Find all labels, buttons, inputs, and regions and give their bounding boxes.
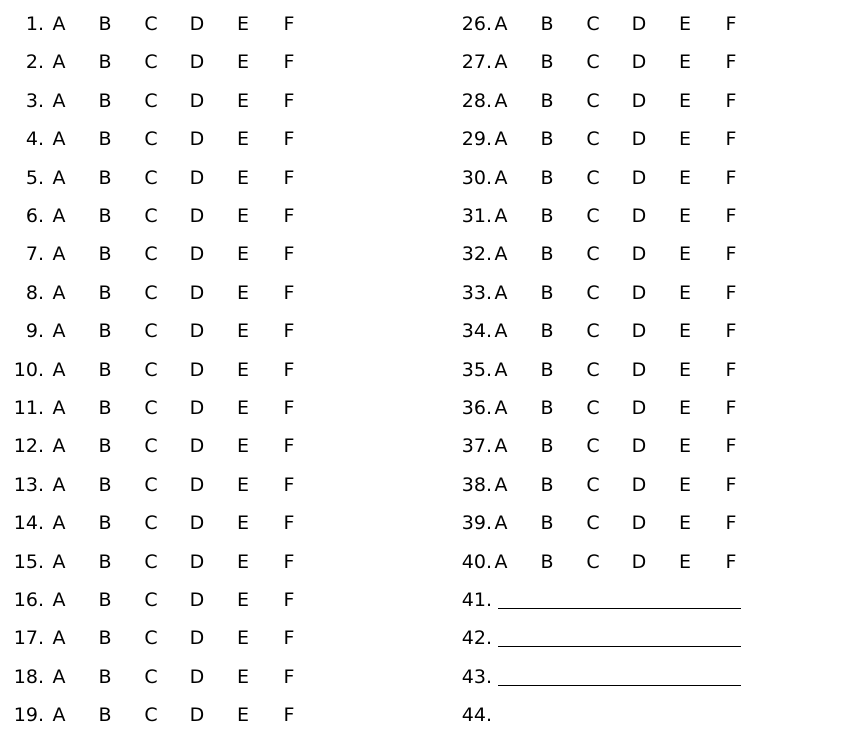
answer-option-f[interactable]: F <box>725 205 737 227</box>
answer-option-c[interactable]: C <box>586 128 600 151</box>
answer-option-c[interactable]: C <box>144 512 158 535</box>
answer-option-a[interactable]: A <box>52 205 66 227</box>
answer-option-c[interactable]: C <box>586 358 600 381</box>
answer-option-a[interactable]: A <box>52 665 66 688</box>
answer-option-e[interactable]: E <box>236 704 249 727</box>
answer-option-f[interactable]: F <box>725 89 737 112</box>
answer-option-e[interactable]: E <box>678 51 691 74</box>
answer-option-d[interactable]: D <box>189 128 205 151</box>
answer-option-e[interactable]: E <box>678 13 691 35</box>
answer-option-d[interactable]: D <box>631 512 647 535</box>
question-row <box>0 278 420 308</box>
answer-option-c[interactable]: C <box>144 13 158 35</box>
answer-option-a[interactable]: A <box>52 166 66 189</box>
question-row <box>440 470 846 500</box>
answer-option-c[interactable]: C <box>144 704 158 727</box>
question-number: 28. <box>461 89 492 112</box>
question-number: 1. <box>25 13 44 35</box>
answer-blank-line[interactable] <box>498 608 741 609</box>
answer-option-a[interactable]: A <box>494 128 508 151</box>
answer-option-a[interactable]: A <box>52 435 66 458</box>
answer-option-b[interactable]: B <box>540 128 554 151</box>
answer-option-a[interactable]: A <box>494 166 508 189</box>
answer-option-d[interactable]: D <box>631 205 647 227</box>
answer-option-e[interactable]: E <box>678 243 691 266</box>
question-row <box>440 278 846 308</box>
question-row <box>0 355 420 385</box>
answer-option-d[interactable]: D <box>631 358 647 381</box>
answer-option-c[interactable]: C <box>586 205 600 227</box>
question-number: 31. <box>461 205 492 227</box>
written-question-row <box>440 623 846 653</box>
answer-option-b[interactable]: B <box>98 473 112 496</box>
answer-option-d[interactable]: D <box>189 627 205 650</box>
answer-option-f[interactable]: F <box>283 51 295 74</box>
question-number: 16. <box>13 589 44 611</box>
answer-option-b[interactable]: B <box>98 512 112 535</box>
answer-option-c[interactable]: C <box>586 281 600 304</box>
answer-option-e[interactable]: E <box>236 358 249 381</box>
question-number: 30. <box>461 166 492 189</box>
answer-option-d[interactable]: D <box>631 89 647 112</box>
answer-option-d[interactable]: D <box>631 281 647 304</box>
question-row <box>0 393 420 423</box>
answer-option-c[interactable]: C <box>144 281 158 304</box>
answer-option-f[interactable]: F <box>283 205 295 227</box>
answer-option-d[interactable]: D <box>189 589 205 611</box>
answer-option-f[interactable]: F <box>725 13 737 35</box>
answer-option-b[interactable]: B <box>98 435 112 458</box>
answer-option-c[interactable]: C <box>144 128 158 151</box>
answer-option-a[interactable]: A <box>52 13 66 35</box>
answer-option-e[interactable]: E <box>678 550 691 573</box>
answer-option-e[interactable]: E <box>236 128 249 151</box>
answer-option-c[interactable]: C <box>144 89 158 112</box>
question-number: 6. <box>25 205 44 227</box>
answer-option-d[interactable]: D <box>189 281 205 304</box>
question-number: 13. <box>13 473 44 496</box>
answer-option-a[interactable]: A <box>52 281 66 304</box>
answer-option-a[interactable]: A <box>494 397 508 419</box>
answer-option-f[interactable]: F <box>283 627 295 650</box>
answer-option-d[interactable]: D <box>631 128 647 151</box>
question-row <box>0 86 420 116</box>
answer-option-a[interactable]: A <box>52 550 66 573</box>
answer-option-a[interactable]: A <box>494 550 508 573</box>
answer-option-a[interactable]: A <box>52 320 66 343</box>
question-row <box>0 431 420 461</box>
question-row <box>0 700 420 730</box>
question-number: 33. <box>461 281 492 304</box>
answer-option-e[interactable]: E <box>678 397 691 419</box>
answer-option-b[interactable]: B <box>98 589 112 611</box>
answer-option-e[interactable]: E <box>236 512 249 535</box>
answer-option-a[interactable]: A <box>52 512 66 535</box>
answer-option-d[interactable]: D <box>631 243 647 266</box>
answer-option-e[interactable]: E <box>236 89 249 112</box>
answer-option-b[interactable]: B <box>540 473 554 496</box>
answer-option-d[interactable]: D <box>631 51 647 74</box>
answer-option-a[interactable]: A <box>52 704 66 727</box>
answer-option-f[interactable]: F <box>283 128 295 151</box>
answer-option-c[interactable]: C <box>586 320 600 343</box>
question-number: 27. <box>461 51 492 74</box>
answer-option-d[interactable]: D <box>631 13 647 35</box>
answer-option-a[interactable]: A <box>494 13 508 35</box>
answer-option-b[interactable]: B <box>98 166 112 189</box>
answer-option-f[interactable]: F <box>725 128 737 151</box>
question-number: 18. <box>13 665 44 688</box>
answer-option-b[interactable]: B <box>98 704 112 727</box>
answer-option-d[interactable]: D <box>189 166 205 189</box>
question-row <box>0 9 420 39</box>
answer-option-c[interactable]: C <box>586 435 600 458</box>
answer-option-c[interactable]: C <box>586 512 600 535</box>
answer-option-e[interactable]: E <box>236 13 249 35</box>
question-row <box>440 86 846 116</box>
answer-option-a[interactable]: A <box>52 358 66 381</box>
answer-option-a[interactable]: A <box>494 281 508 304</box>
answer-option-c[interactable]: C <box>144 243 158 266</box>
answer-option-c[interactable]: C <box>144 320 158 343</box>
answer-option-b[interactable]: B <box>98 128 112 151</box>
answer-option-f[interactable]: F <box>283 281 295 304</box>
answer-option-c[interactable]: C <box>586 89 600 112</box>
answer-option-f[interactable]: F <box>283 13 295 35</box>
answer-option-e[interactable]: E <box>678 435 691 458</box>
question-row <box>440 431 846 461</box>
answer-option-d[interactable]: D <box>189 473 205 496</box>
answer-option-b[interactable]: B <box>540 13 554 35</box>
answer-option-f[interactable]: F <box>725 320 737 343</box>
answer-option-a[interactable]: A <box>494 205 508 227</box>
question-number: 19. <box>13 704 44 727</box>
question-number: 12. <box>13 435 44 458</box>
question-number: 44. <box>461 704 492 727</box>
answer-option-b[interactable]: B <box>98 281 112 304</box>
answer-option-f[interactable]: F <box>725 473 737 496</box>
question-number: 42. <box>461 627 492 650</box>
answer-option-f[interactable]: F <box>283 166 295 189</box>
written-question-row <box>440 585 846 615</box>
written-question-row <box>440 662 846 692</box>
answer-option-d[interactable]: D <box>189 512 205 535</box>
answer-option-d[interactable]: D <box>631 435 647 458</box>
answer-option-e[interactable]: E <box>236 166 249 189</box>
question-row <box>440 201 846 231</box>
question-row <box>440 547 846 577</box>
answer-option-f[interactable]: F <box>283 473 295 496</box>
question-number: 8. <box>25 281 44 304</box>
answer-option-b[interactable]: B <box>98 358 112 381</box>
answer-option-a[interactable]: A <box>52 397 66 419</box>
answer-option-e[interactable]: E <box>236 281 249 304</box>
question-number: 11. <box>13 397 44 419</box>
answer-option-a[interactable]: A <box>52 473 66 496</box>
answer-blank-line[interactable] <box>498 685 741 686</box>
answer-option-d[interactable]: D <box>189 89 205 112</box>
question-row <box>0 47 420 77</box>
answer-option-b[interactable]: B <box>98 13 112 35</box>
question-number: 10. <box>13 358 44 381</box>
answer-option-f[interactable]: F <box>283 320 295 343</box>
answer-option-a[interactable]: A <box>52 589 66 611</box>
question-number: 38. <box>461 473 492 496</box>
question-number: 5. <box>25 166 44 189</box>
answer-option-a[interactable]: A <box>52 128 66 151</box>
answer-option-b[interactable]: B <box>540 512 554 535</box>
question-row <box>0 662 420 692</box>
answer-option-c[interactable]: C <box>144 627 158 650</box>
written-question-row <box>440 700 846 730</box>
answer-option-a[interactable]: A <box>52 243 66 266</box>
answer-option-a[interactable]: A <box>494 435 508 458</box>
answer-option-c[interactable]: C <box>586 51 600 74</box>
answer-option-d[interactable]: D <box>189 205 205 227</box>
answer-option-b[interactable]: B <box>540 550 554 573</box>
question-row <box>440 239 846 269</box>
answer-option-a[interactable]: A <box>494 473 508 496</box>
answer-option-d[interactable]: D <box>189 704 205 727</box>
question-number: 41. <box>461 589 492 611</box>
answer-option-d[interactable]: D <box>189 550 205 573</box>
question-row <box>440 9 846 39</box>
answer-option-b[interactable]: B <box>540 397 554 419</box>
answer-option-c[interactable]: C <box>144 166 158 189</box>
answer-option-f[interactable]: F <box>283 665 295 688</box>
answer-option-f[interactable]: F <box>283 435 295 458</box>
answer-option-e[interactable]: E <box>236 627 249 650</box>
answer-option-b[interactable]: B <box>540 243 554 266</box>
answer-option-b[interactable]: B <box>98 627 112 650</box>
answer-option-c[interactable]: C <box>586 550 600 573</box>
answer-option-b[interactable]: B <box>540 51 554 74</box>
question-number: 17. <box>13 627 44 650</box>
question-number: 37. <box>461 435 492 458</box>
question-number: 9. <box>25 320 44 343</box>
answer-blank-line[interactable] <box>498 646 741 647</box>
answer-option-f[interactable]: F <box>283 512 295 535</box>
answer-option-d[interactable]: D <box>189 51 205 74</box>
question-row <box>440 393 846 423</box>
question-row <box>440 163 846 193</box>
answer-option-f[interactable]: F <box>725 550 737 573</box>
question-row <box>440 124 846 154</box>
answer-option-f[interactable]: F <box>725 435 737 458</box>
question-row <box>0 239 420 269</box>
question-row <box>440 47 846 77</box>
answer-option-d[interactable]: D <box>189 397 205 419</box>
question-row <box>0 508 420 538</box>
answer-option-d[interactable]: D <box>189 13 205 35</box>
question-number: 4. <box>25 128 44 151</box>
answer-option-f[interactable]: F <box>725 51 737 74</box>
answer-option-e[interactable]: E <box>236 320 249 343</box>
answer-option-a[interactable]: A <box>494 320 508 343</box>
question-row <box>440 355 846 385</box>
answer-option-e[interactable]: E <box>678 166 691 189</box>
answer-option-c[interactable]: C <box>144 397 158 419</box>
answer-option-d[interactable]: D <box>631 320 647 343</box>
answer-option-d[interactable]: D <box>631 397 647 419</box>
answer-option-f[interactable]: F <box>725 358 737 381</box>
question-number: 32. <box>461 243 492 266</box>
question-number: 29. <box>461 128 492 151</box>
answer-option-a[interactable]: A <box>52 627 66 650</box>
answer-option-c[interactable]: C <box>586 243 600 266</box>
answer-option-b[interactable]: B <box>98 397 112 419</box>
answer-option-e[interactable]: E <box>236 473 249 496</box>
answer-option-b[interactable]: B <box>540 358 554 381</box>
answer-option-e[interactable]: E <box>236 243 249 266</box>
answer-option-d[interactable]: D <box>631 166 647 189</box>
question-number: 14. <box>13 512 44 535</box>
answer-option-f[interactable]: F <box>283 243 295 266</box>
answer-option-c[interactable]: C <box>586 397 600 419</box>
question-number: 7. <box>25 243 44 266</box>
answer-option-f[interactable]: F <box>283 358 295 381</box>
question-row <box>0 316 420 346</box>
answer-option-c[interactable]: C <box>144 51 158 74</box>
answer-option-d[interactable]: D <box>189 358 205 381</box>
answer-option-e[interactable]: E <box>678 89 691 112</box>
answer-option-e[interactable]: E <box>678 473 691 496</box>
question-number: 43. <box>461 665 492 688</box>
answer-option-c[interactable]: C <box>586 166 600 189</box>
question-row <box>0 623 420 653</box>
answer-option-b[interactable]: B <box>540 205 554 227</box>
answer-option-e[interactable]: E <box>678 205 691 227</box>
answer-option-d[interactable]: D <box>189 243 205 266</box>
answer-option-a[interactable]: A <box>494 358 508 381</box>
answer-option-c[interactable]: C <box>144 589 158 611</box>
answer-option-f[interactable]: F <box>725 281 737 304</box>
answer-option-e[interactable]: E <box>678 512 691 535</box>
answer-option-f[interactable]: F <box>283 550 295 573</box>
answer-option-b[interactable]: B <box>98 205 112 227</box>
answer-option-d[interactable]: D <box>189 320 205 343</box>
answer-option-e[interactable]: E <box>236 589 249 611</box>
answer-option-b[interactable]: B <box>540 281 554 304</box>
question-number: 15. <box>13 550 44 573</box>
answer-option-c[interactable]: C <box>144 435 158 458</box>
question-row <box>0 585 420 615</box>
question-row <box>0 163 420 193</box>
question-row <box>0 470 420 500</box>
question-number: 34. <box>461 320 492 343</box>
answer-option-c[interactable]: C <box>144 358 158 381</box>
answer-option-f[interactable]: F <box>283 589 295 611</box>
answer-option-c[interactable]: C <box>144 550 158 573</box>
question-row <box>0 124 420 154</box>
answer-option-e[interactable]: E <box>236 51 249 74</box>
answer-option-f[interactable]: F <box>725 166 737 189</box>
question-number: 36. <box>461 397 492 419</box>
answer-option-f[interactable]: F <box>283 704 295 727</box>
answer-option-d[interactable]: D <box>631 550 647 573</box>
answer-option-d[interactable]: D <box>189 435 205 458</box>
answer-option-e[interactable]: E <box>678 281 691 304</box>
answer-option-a[interactable]: A <box>494 512 508 535</box>
question-row <box>440 508 846 538</box>
answer-option-e[interactable]: E <box>236 205 249 227</box>
answer-option-e[interactable]: E <box>236 550 249 573</box>
answer-option-a[interactable]: A <box>494 51 508 74</box>
question-row <box>0 547 420 577</box>
answer-option-b[interactable]: B <box>540 320 554 343</box>
question-number: 35. <box>461 358 492 381</box>
answer-option-d[interactable]: D <box>631 473 647 496</box>
answer-option-e[interactable]: E <box>236 435 249 458</box>
answer-option-b[interactable]: B <box>98 51 112 74</box>
answer-option-c[interactable]: C <box>144 205 158 227</box>
answer-option-b[interactable]: B <box>540 89 554 112</box>
answer-option-e[interactable]: E <box>678 128 691 151</box>
answer-option-a[interactable]: A <box>52 51 66 74</box>
answer-option-b[interactable]: B <box>540 166 554 189</box>
answer-option-a[interactable]: A <box>494 243 508 266</box>
answer-option-b[interactable]: B <box>98 665 112 688</box>
answer-option-d[interactable]: D <box>189 665 205 688</box>
answer-option-b[interactable]: B <box>540 435 554 458</box>
answer-option-c[interactable]: C <box>144 665 158 688</box>
answer-option-f[interactable]: F <box>283 397 295 419</box>
question-number: 3. <box>25 89 44 112</box>
answer-option-c[interactable]: C <box>144 473 158 496</box>
question-number: 26. <box>461 13 492 35</box>
answer-option-b[interactable]: B <box>98 550 112 573</box>
question-number: 2. <box>25 51 44 74</box>
answer-option-b[interactable]: B <box>98 320 112 343</box>
answer-option-c[interactable]: C <box>586 473 600 496</box>
question-row <box>0 201 420 231</box>
answer-option-a[interactable]: A <box>494 89 508 112</box>
answer-option-c[interactable]: C <box>586 13 600 35</box>
answer-option-e[interactable]: E <box>236 665 249 688</box>
question-row <box>440 316 846 346</box>
answer-option-f[interactable]: F <box>725 512 737 535</box>
answer-option-b[interactable]: B <box>98 243 112 266</box>
question-number: 40. <box>461 550 492 573</box>
question-number: 39. <box>461 512 492 535</box>
answer-option-e[interactable]: E <box>678 320 691 343</box>
answer-option-f[interactable]: F <box>725 243 737 266</box>
answer-option-f[interactable]: F <box>283 89 295 112</box>
answer-option-e[interactable]: E <box>236 397 249 419</box>
answer-option-f[interactable]: F <box>725 397 737 419</box>
answer-option-e[interactable]: E <box>678 358 691 381</box>
answer-option-a[interactable]: A <box>52 89 66 112</box>
answer-option-b[interactable]: B <box>98 89 112 112</box>
